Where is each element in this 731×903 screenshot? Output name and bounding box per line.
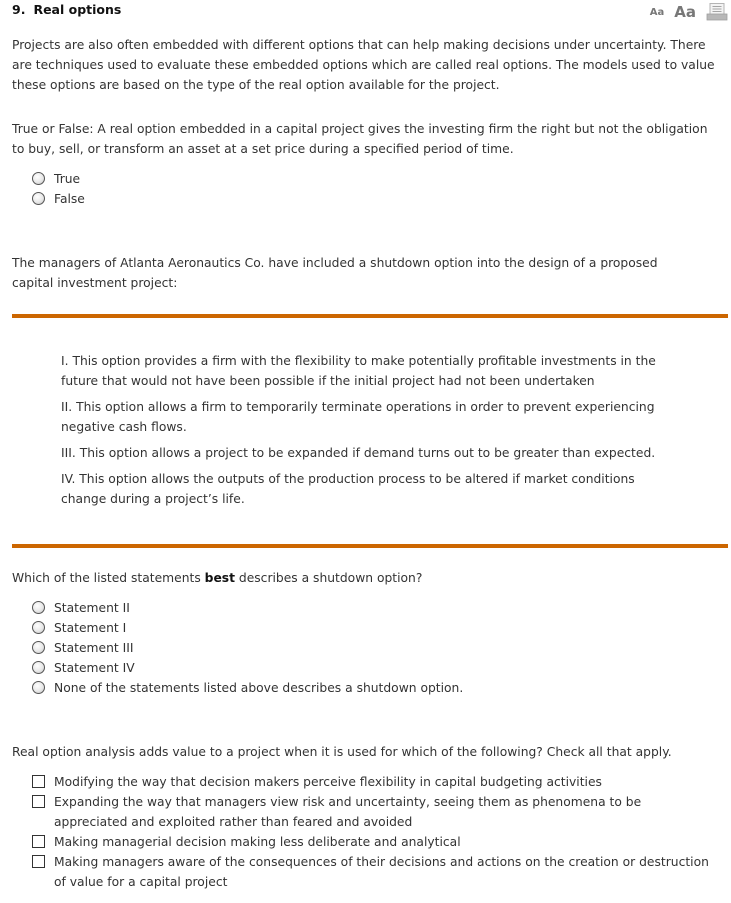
question-text: describes a shutdown option? (235, 571, 423, 585)
checkbox[interactable] (32, 835, 45, 848)
option-statement-iv[interactable] (32, 658, 463, 678)
statement-ii: II. This option allows a firm to temporarily terminate operations in order to prevent experiencing negative cash flows. (61, 400, 655, 434)
option-label: Statement IV (54, 661, 135, 675)
option-label: False (54, 192, 85, 206)
check-option-1[interactable] (32, 772, 714, 792)
font-size-large-button[interactable]: Aa (674, 3, 696, 21)
option-label: Statement II (54, 601, 130, 615)
check-option-3[interactable] (32, 832, 714, 852)
radio-button[interactable] (32, 621, 45, 634)
radio-button[interactable] (32, 661, 45, 674)
radio-button[interactable] (32, 641, 45, 654)
header-tools (650, 2, 728, 20)
radio-button[interactable] (32, 172, 45, 185)
divider-top (12, 314, 728, 318)
checkbox[interactable] (32, 795, 45, 808)
shutdown-question (12, 568, 722, 588)
true-false-question: True or False: A real option embedded in a capital project gives the investing firm the right but not the obligation to buy, sell, or transform an asset at a set price during a specified period of time. (12, 122, 708, 156)
divider-bottom (12, 544, 728, 548)
question-title (12, 2, 121, 17)
question-title-text: Real options (33, 2, 122, 17)
check-all-options (32, 772, 714, 892)
radio-button[interactable] (32, 192, 45, 205)
question-number: 9. (12, 2, 26, 17)
statement-iii: III. This option allows a project to be expanded if demand turns out to be greater than expected. (61, 446, 656, 460)
print-icon[interactable] (706, 3, 728, 20)
option-label: Expanding the way that managers view risk and uncertainty, seeing them as phenomena to be appreciated and exploited rather than feared and avoided (54, 795, 642, 829)
question-emphasis: best (204, 571, 235, 585)
real-option-analysis-question: Real option analysis adds value to a project when it is used for which of the following? Check all that apply. (12, 745, 672, 759)
statements-list (61, 351, 661, 515)
radio-button[interactable] (32, 601, 45, 614)
option-statement-i[interactable] (32, 618, 463, 638)
question-header (12, 2, 728, 22)
scenario-paragraph: The managers of Atlanta Aeronautics Co. have included a shutdown option into the design of a proposed capital investment project: (12, 256, 658, 290)
checkbox[interactable] (32, 855, 45, 868)
option-label: Making managers aware of the consequences of their decisions and actions on the creation or destruction of value for a capital project (54, 855, 709, 889)
statement-i: I. This option provides a firm with the flexibility to make potentially profitable investments in the future that would not have been possible if the initial project had not been undertaken (61, 354, 656, 388)
option-label: True (54, 172, 81, 186)
option-label: Statement III (54, 641, 134, 655)
option-label: Statement I (54, 621, 127, 635)
shutdown-options (32, 598, 463, 698)
radio-button[interactable] (32, 681, 45, 694)
check-option-4[interactable] (32, 852, 714, 892)
option-true[interactable] (32, 169, 85, 189)
intro-paragraph: Projects are also often embedded with different options that can help making decisions under uncertainty. There are techniques used to evaluate these embedded options which are called real options. The models used to value these options are based on the type of the real option available for the project. (12, 38, 715, 92)
option-label: Making managerial decision making less deliberate and analytical (54, 835, 461, 849)
question-text: Which of the listed statements (12, 571, 205, 585)
checkbox[interactable] (32, 775, 45, 788)
option-false[interactable] (32, 189, 85, 209)
true-false-options (32, 169, 85, 209)
option-statement-iii[interactable] (32, 638, 463, 658)
option-label: Modifying the way that decision makers perceive flexibility in capital budgeting activities (54, 775, 602, 789)
option-none[interactable] (32, 678, 463, 698)
option-statement-ii[interactable] (32, 598, 463, 618)
statement-iv: IV. This option allows the outputs of the production process to be altered if market conditions change during a project’s life. (61, 472, 635, 506)
check-option-2[interactable] (32, 792, 714, 832)
font-size-small-button[interactable]: Aa (649, 7, 665, 18)
option-label: None of the statements listed above describes a shutdown option. (54, 681, 464, 695)
